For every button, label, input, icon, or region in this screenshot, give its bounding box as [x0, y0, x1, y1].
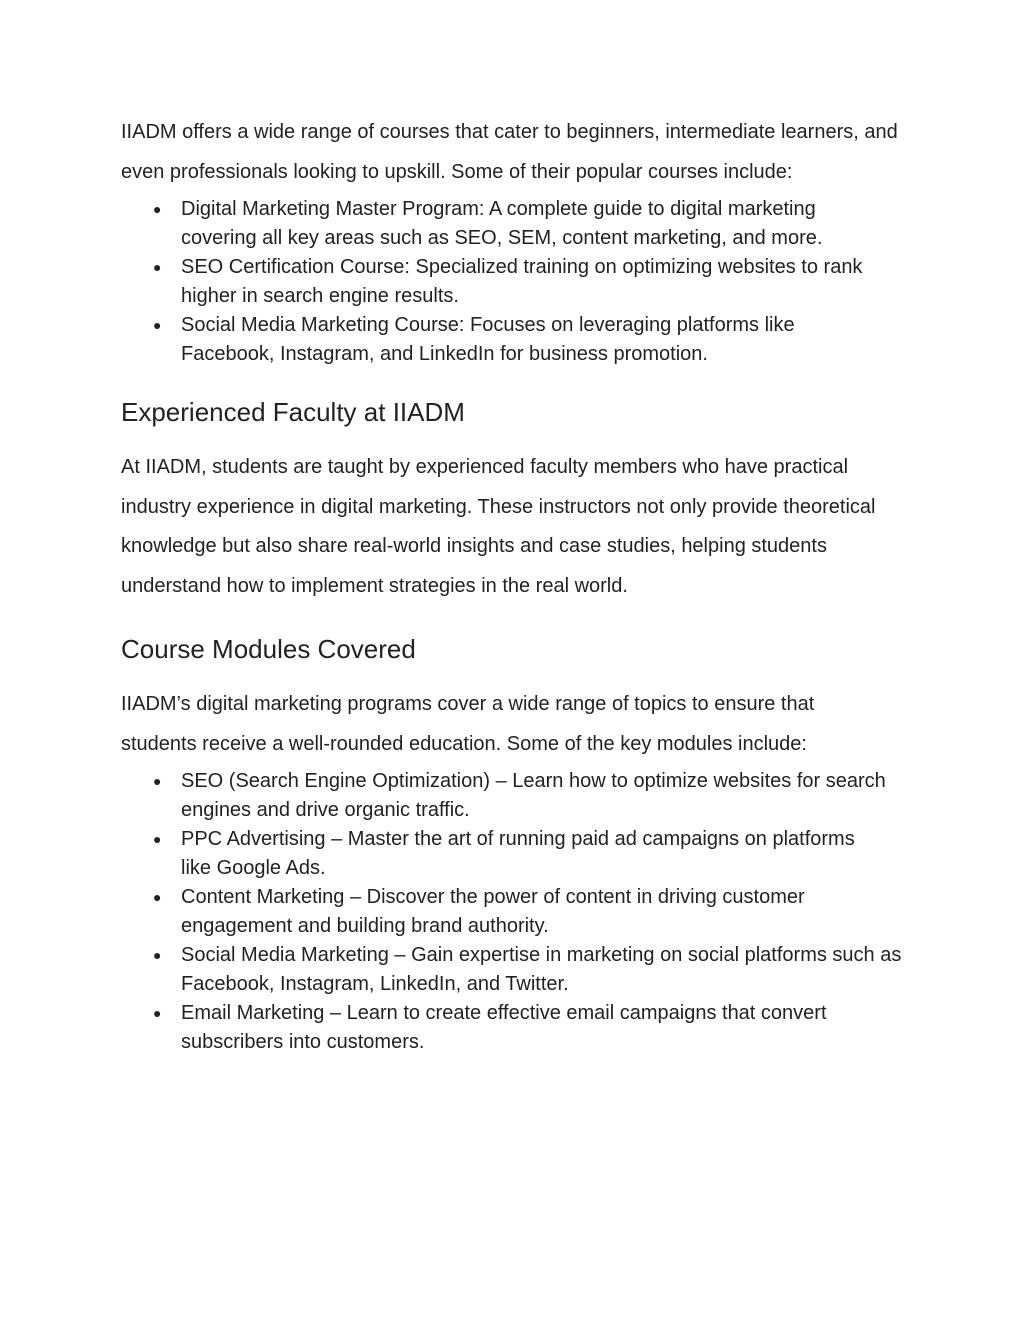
list-item-text: SEO (Search Engine Optimization) – Learn how to optimize websites for search engines and drive organic traffic. [181, 770, 886, 821]
list-item-text: Email Marketing – Learn to create effective email campaigns that convert subscribers into customers. [181, 1002, 827, 1053]
bullet-icon: ● [153, 201, 162, 217]
list-item [121, 825, 861, 883]
list-item [121, 999, 911, 1057]
faculty-paragraph: At IIADM, students are taught by experienced faculty members who have practical industry experience in digital marketing. These instructors not only provide theoretical knowledge but also share real-world insights and case studies, helping students understand how to implement strategies in the real world. [121, 456, 876, 597]
modules-list [121, 767, 921, 1057]
list-item-text: PPC Advertising – Master the art of running paid ad campaigns on platforms like Google Ads. [181, 828, 855, 879]
bullet-icon: ● [153, 831, 162, 847]
list-item-text: Digital Marketing Master Program: A complete guide to digital marketing covering all key areas such as SEO, SEM, content marketing, and more. [181, 198, 823, 249]
list-item [121, 253, 881, 311]
list-item-text: SEO Certification Course: Specialized training on optimizing websites to rank higher in search engine results. [181, 256, 863, 307]
popular-courses-list [121, 195, 921, 369]
intro-paragraph: IIADM offers a wide range of courses that cater to beginners, intermediate learners, and even professionals looking to upskill. Some of their popular courses include: [121, 121, 898, 183]
list-item [121, 767, 901, 825]
bullet-icon: ● [153, 1005, 162, 1021]
modules-paragraph: IIADM’s digital marketing programs cover a wide range of topics to ensure that students receive a well-rounded education. Some of the key modules include: [121, 693, 815, 755]
list-item-text: Social Media Marketing – Gain expertise in marketing on social platforms such as Facebook, Instagram, LinkedIn, and Twitter. [181, 944, 902, 995]
modules-heading: Course Modules Covered [121, 634, 416, 664]
document-content [121, 113, 921, 1057]
faculty-heading: Experienced Faculty at IIADM [121, 397, 465, 427]
list-item [121, 311, 881, 369]
list-item [121, 195, 881, 253]
list-item [121, 883, 901, 941]
bullet-icon: ● [153, 889, 162, 905]
list-item-text: Social Media Marketing Course: Focuses on leveraging platforms like Facebook, Instagram, and LinkedIn for business promotion. [181, 314, 795, 365]
bullet-icon: ● [153, 773, 162, 789]
list-item-text: Content Marketing – Discover the power of content in driving customer engagement and building brand authority. [181, 886, 805, 937]
list-item [121, 941, 911, 999]
bullet-icon: ● [153, 259, 162, 275]
bullet-icon: ● [153, 947, 162, 963]
bullet-icon: ● [153, 317, 162, 333]
